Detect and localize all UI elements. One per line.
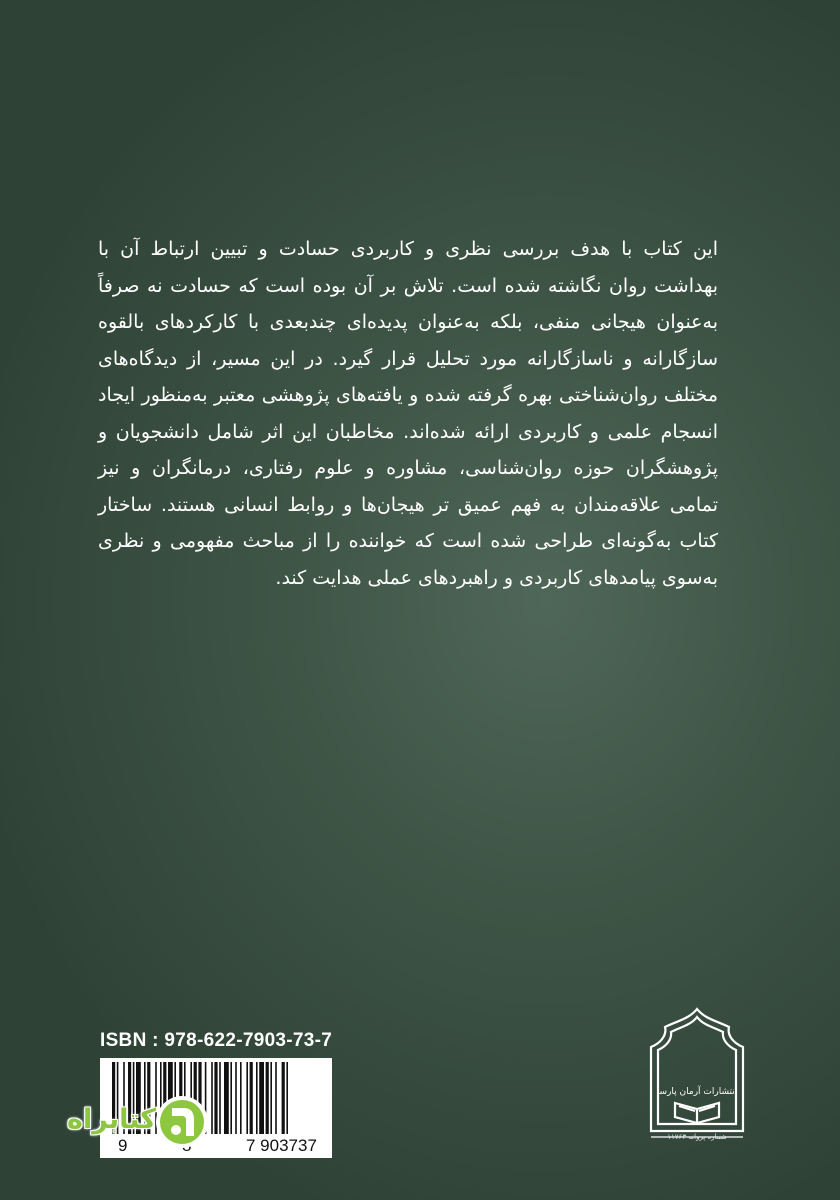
publisher-emblem	[637, 1005, 757, 1155]
isbn-label: ISBN : 978-622-7903-73-7	[100, 1030, 333, 1051]
publisher-license-number: شماره پروانه ۱۱۷۶۳	[667, 1133, 727, 1141]
publisher-name: انتشارات آرمان پارسا	[656, 1087, 738, 1097]
ketabrah-watermark	[38, 1094, 228, 1154]
barcode-digit-group: 7 903737	[246, 1136, 317, 1155]
barcode-digit-first: 9	[118, 1136, 128, 1155]
ketabrah-wordmark: کتابراه	[67, 1104, 156, 1135]
ketabrah-logo-icon	[154, 1094, 210, 1150]
book-description: این کتاب با هدف بررسی نظری و کاربردی حسادت و تبیین ارتباط آن با بهداشت روان نگاشته شده است. تلاش بر آن بوده است که حسادت نه صرفاً به‌عنوان هیجانی منفی، بلکه به‌عنوان پدیده‌ای چندبعدی با کارکردهای بالقوه سازگارانه و ناسازگارانه مورد تحلیل قرار گیرد. در این مسیر، از دیدگاه‌های مختلف روان‌شناختی بهره گرفته شده و یافته‌های پژوهشی معتبر به‌منظور ایجاد انسجام علمی و کاربردی ارائه شده‌اند. مخاطبان این اثر شامل دانشجویان و پژوهشگران حوزه روان‌شناسی، مشاوره و علوم رفتاری، درمانگران و نیز تمامی علاقه‌مندان به فهم عمیق تر هیجان‌ها و روابط انسانی هستند. ساختار کتاب به‌گونه‌ای طراحی شده است که خواننده را از مباحث مفهومی و نظری به‌سوی پیامدهای کاربردی و راهبردهای عملی هدایت کند.	[98, 238, 718, 589]
